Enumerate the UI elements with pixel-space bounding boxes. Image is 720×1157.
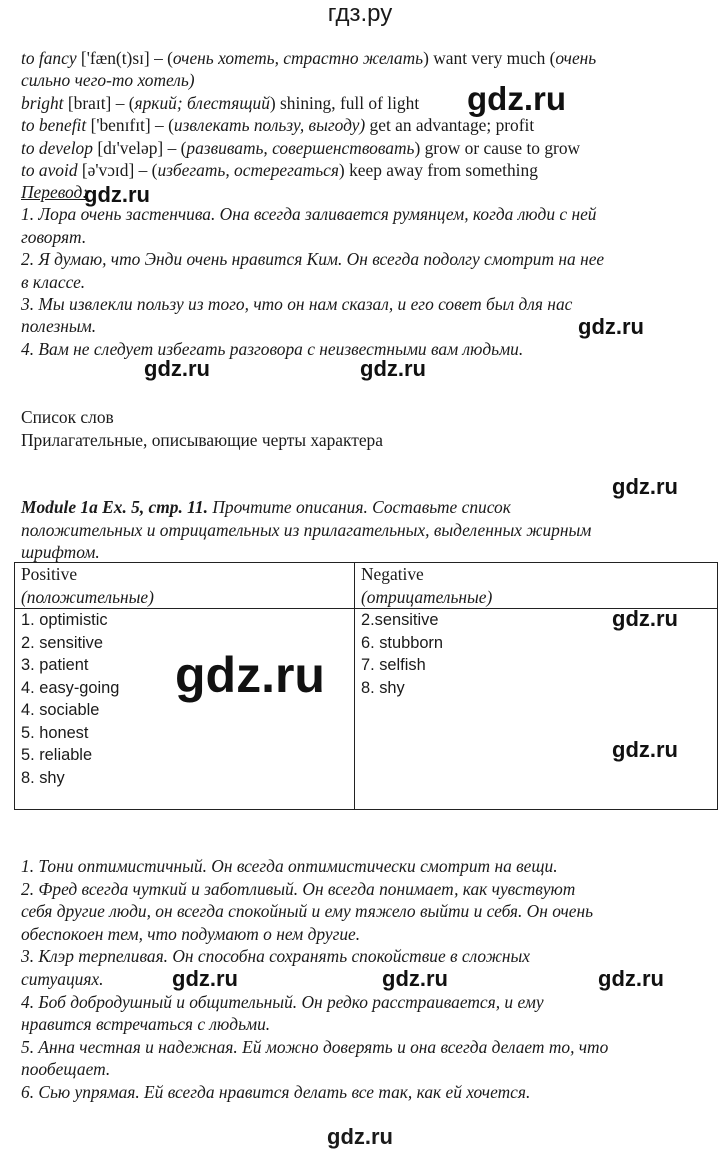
list-item: 2. sensitive	[21, 633, 103, 652]
vocab-entry: to benefit ['benɪfɪt] – (извлекать пользу, выгоду) get an advantage; profit	[21, 115, 535, 136]
negative-header: Negative	[361, 564, 424, 584]
negative-list	[355, 609, 718, 810]
watermark: gdz.ru	[612, 606, 678, 631]
word-list-subtitle: Прилагательные, описывающие черты характера	[21, 430, 383, 450]
positive-header-cell	[15, 563, 355, 609]
translation-line: 2. Я думаю, что Энди очень нравится Ким. Он всегда подолгу смотрит на нее	[21, 249, 605, 270]
vocab-entry: bright [braɪt] – (яркий; блестящий) shining, full of light	[21, 92, 420, 113]
list-item: 4. sociable	[21, 701, 100, 719]
footer-watermark: gdz.ru	[327, 1124, 393, 1149]
vocabulary-list	[21, 47, 701, 181]
translation-heading: Перевод:	[21, 182, 89, 202]
negative-subheader: (отрицательные)	[361, 586, 493, 607]
translation-line: полезным.	[21, 316, 97, 337]
description-line: 5. Анна честная и надежная. Ей можно доверять и она всегда делает то, что	[21, 1036, 609, 1057]
vocab-entry: to avoid [ə'vɔɪd] – (избегать, остерегаться) keep away from something	[21, 160, 538, 181]
description-line: 4. Боб добродушный и общительный. Он редко расстраивается, и ему	[21, 991, 544, 1012]
translation-line: 3. Мы извлекли пользу из того, что он нам сказал, и его совет был для нас	[21, 294, 573, 315]
translation-line: 1. Лора очень застенчива. Она всегда заливается румянцем, когда люди с ней	[21, 204, 597, 225]
watermark: gdz.ru	[578, 314, 644, 339]
watermark: gdz.ru	[382, 966, 448, 991]
list-item: 5. honest	[21, 723, 89, 742]
positive-header: Positive	[21, 564, 78, 584]
vocab-entry: to develop [dɪ'veləp] – (развивать, совершенствовать) grow or cause to grow	[21, 137, 581, 158]
list-item: 3. patient	[21, 656, 89, 674]
description-line: 2. Фред всегда чуткий и заботливый. Он всегда понимает, как чувствуют	[21, 878, 576, 899]
word-list-title: Список слов	[21, 407, 114, 427]
list-item: 2.sensitive	[361, 611, 439, 629]
exercise-instruction: Module 1a Ex. 5, стр. 11. Прочтите описания. Составьте список положительных и отрицательных из прилагательных, выделенных жирным шрифтом.	[21, 497, 592, 562]
watermark: gdz.ru	[144, 356, 210, 381]
adjectives-table	[14, 562, 718, 810]
translation-line: 4. Вам не следует избегать разговора с неизвестными вам людьми.	[21, 338, 524, 359]
list-item: 8. shy	[361, 678, 405, 697]
watermark: gdz.ru	[612, 474, 678, 499]
list-item: 6. stubborn	[361, 633, 444, 652]
description-line: 1. Тони оптимистичный. Он всегда оптимистически смотрит на вещи.	[21, 856, 558, 876]
watermark: gdz.ru	[598, 966, 664, 991]
exercise-ref: Module 1a Ex. 5, стр. 11.	[21, 497, 208, 517]
list-item: 8. shy	[21, 768, 65, 787]
list-item: 5. reliable	[21, 746, 93, 764]
positive-subheader: (положительные)	[21, 586, 154, 607]
list-item: 4. easy-going	[21, 678, 120, 697]
watermark: gdz.ru	[84, 182, 150, 207]
word-list-section	[21, 406, 701, 452]
translation-line: в классе.	[21, 271, 86, 292]
translation-line: говорят.	[21, 226, 87, 247]
vocab-entry: to fancy ['fæn(t)sɪ] – (очень хотеть, страстно желать) want very much (очень	[21, 48, 597, 68]
description-line: 3. Клэр терпеливая. Он способна сохранять спокойствие в сложных	[21, 946, 530, 967]
description-line: нравится встречаться с людьми.	[21, 1014, 271, 1035]
site-title: гдз.ру	[327, 0, 393, 27]
negative-header-cell	[355, 563, 718, 609]
watermark: gdz.ru	[175, 647, 325, 703]
positive-list	[15, 609, 355, 810]
watermark: gdz.ru	[467, 80, 566, 117]
list-item: 1. optimistic	[21, 611, 108, 629]
description-line: себя другие люди, он всегда спокойный и ему тяжело выйти и себя. Он очень	[21, 901, 594, 922]
list-item: 7. selfish	[361, 656, 426, 674]
description-line: ситуациях.	[21, 968, 104, 989]
description-line: 6. Сью упрямая. Ей всегда нравится делать все так, как ей хочется.	[21, 1081, 531, 1102]
vocab-entry-cont: сильно чего-то хотель)	[21, 70, 195, 91]
watermark: gdz.ru	[360, 356, 426, 381]
watermark: gdz.ru	[172, 966, 238, 991]
watermark: gdz.ru	[612, 737, 678, 762]
description-line: обеспокоен тем, что подумают о нем другие.	[21, 923, 361, 944]
description-line: пообещает.	[21, 1059, 111, 1080]
